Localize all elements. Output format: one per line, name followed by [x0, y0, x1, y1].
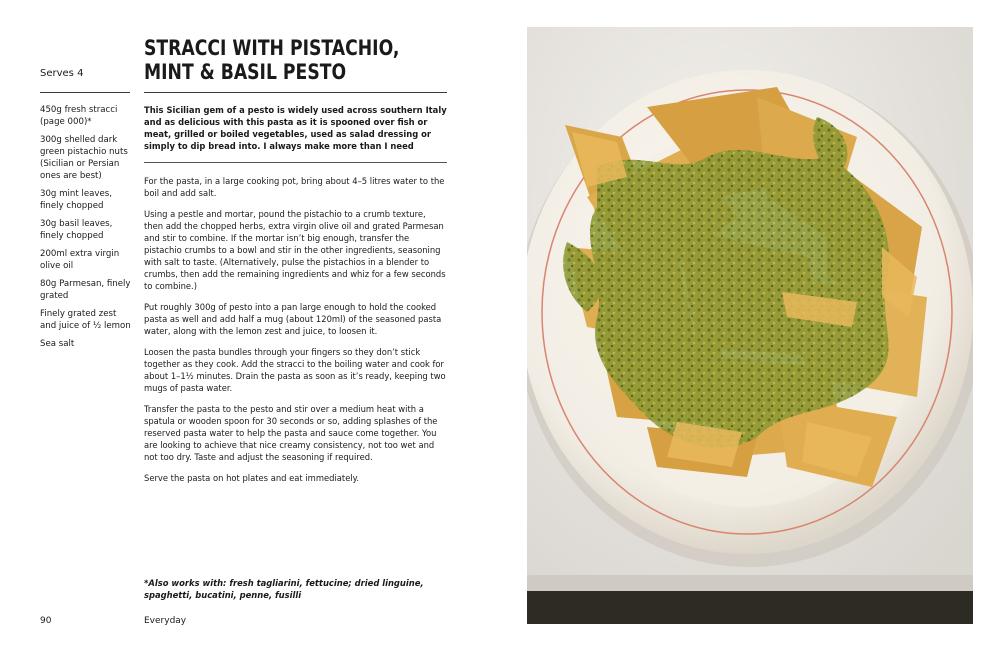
method-step: Loosen the pasta bundles through your fingers so they don’t stick together as they cook. Add the stracci to the boiling water and cook for about 1–1½ minutes. Drain the pasta as soon as it’s ready, keeping two mugs of pasta water.	[144, 347, 446, 393]
section-name: Everyday	[144, 616, 187, 626]
ingredients-list	[40, 104, 132, 356]
method-step: Transfer the pasta to the pesto and stir over a medium heat with a spatula or wooden spoon for 30 seconds or so, adding splashes of the reserved pasta water to help the pasta and sauce come together. You are looking to achieve that nice creamy consistency, not too wet and not too dry. Taste and adjust the seasoning if required.	[144, 404, 438, 462]
pasta-plate-illustration	[527, 27, 973, 624]
ingredient-item: Finely grated zest and juice of ½ lemon	[40, 309, 131, 331]
method-steps	[144, 175, 447, 493]
recipe-title	[144, 36, 400, 84]
ingredient-item: 450g fresh stracci (page 000)*	[40, 105, 118, 127]
pasta-photo	[527, 27, 973, 624]
serves-label: Serves 4	[40, 68, 84, 79]
recipe-intro: This Sicilian gem of a pesto is widely used across southern Italy and as delicious with this pasta as it is spooned over fish or meat, grilled or boiled vegetables, used as salad dressing or simply to dip bread into. I always make more than I need	[144, 105, 447, 151]
ingredient-item: Sea salt	[40, 339, 75, 349]
ingredient-item: 30g mint leaves, finely chopped	[40, 189, 112, 211]
title-divider	[144, 92, 447, 93]
method-step: For the pasta, in a large cooking pot, bring about 4–5 litres water to the boil and add salt.	[144, 176, 445, 198]
cloth-fold	[527, 575, 973, 591]
table-edge	[527, 589, 973, 624]
page-number: 90	[40, 616, 52, 626]
intro-divider	[144, 162, 447, 163]
ingredient-item: 200ml extra virgin olive oil	[40, 249, 120, 271]
also-works-note: *Also works with: fresh tagliarini, fettucine; dried linguine, spaghetti, bucatini, penne, fusilli	[144, 578, 424, 600]
method-step: Put roughly 300g of pesto into a pan large enough to hold the cooked pasta as well and add half a mug (about 120ml) of the seasoned pasta water, along with the lemon zest and juice, to loosen it.	[144, 302, 442, 336]
ingredient-item: 80g Parmesan, finely grated	[40, 279, 131, 301]
recipe-title-line-1: STRACCI WITH PISTACHIO,	[144, 36, 400, 60]
method-step: Serve the pasta on hot plates and eat immediately.	[144, 473, 360, 483]
recipe-title-line-2: MINT & BASIL PESTO	[144, 60, 347, 84]
ingredients-divider	[40, 92, 130, 93]
method-step: Using a pestle and mortar, pound the pistachio to a crumb texture, then add the chopped herbs, extra virgin olive oil and grated Parmesan and stir to combine. If the mortar isn’t big enough, transfer the pistachio crumbs to a bowl and stir in the other ingredients, seasoning with salt to taste. (Alternatively, pulse the pistachios in a blender to crumbs, then add the remaining ingredients and whiz for a few seconds to combine.)	[144, 209, 446, 291]
ingredient-item: 30g basil leaves, finely chopped	[40, 219, 113, 241]
ingredient-item: 300g shelled dark green pistachio nuts (Sicilian or Persian ones are best)	[40, 135, 128, 181]
